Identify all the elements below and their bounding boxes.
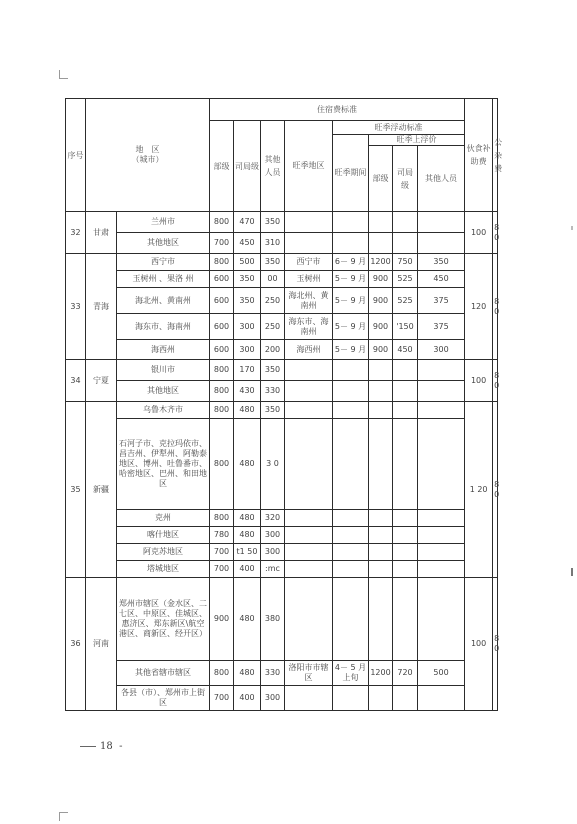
- peak-bureau-rate: 750: [393, 254, 418, 271]
- peak-region: [285, 233, 333, 254]
- peak-other-rate: [418, 527, 465, 544]
- peak-period: 5－ 9 月: [333, 288, 369, 314]
- peak-region: [285, 212, 333, 233]
- transport-allowance: 80: [493, 578, 498, 711]
- other-rate: 380: [261, 578, 285, 661]
- table-row: [66, 233, 498, 254]
- bureau-rate: 400: [234, 561, 261, 578]
- peak-other-rate: 450: [418, 271, 465, 288]
- peak-period: [333, 212, 369, 233]
- peak-other-rate: 350: [418, 254, 465, 271]
- peak-other-rate: [418, 561, 465, 578]
- peak-bureau-rate: 720: [393, 661, 418, 686]
- city-name: 乌鲁木齐市: [117, 402, 210, 419]
- other-rate: 350: [261, 360, 285, 381]
- other-header: 其他人员: [261, 121, 285, 212]
- peak-other-rate: [418, 360, 465, 381]
- peak-other-rate: 375: [418, 314, 465, 340]
- peak-minister-rate: [369, 510, 393, 527]
- bureau-rate: 400: [234, 686, 261, 711]
- other-rate: 330: [261, 661, 285, 686]
- meal-allowance: 1 20: [465, 402, 493, 578]
- peak-period: 5－ 9 月: [333, 271, 369, 288]
- minister-rate: 600: [210, 314, 234, 340]
- city-name: 塔城地区: [117, 561, 210, 578]
- peak-minister-rate: [369, 233, 393, 254]
- table-row: [66, 578, 498, 661]
- city-name: 银川市: [117, 360, 210, 381]
- peak-minister-header: 部级: [369, 146, 393, 212]
- city-name: 阿克苏地区: [117, 544, 210, 561]
- table-row: [66, 314, 498, 340]
- table-row: [66, 288, 498, 314]
- bureau-rate: 300: [234, 314, 261, 340]
- peak-other-rate: [418, 510, 465, 527]
- peak-bureau-rate: 525: [393, 271, 418, 288]
- page-number-footer: [80, 741, 122, 752]
- peak-bureau-rate: [393, 402, 418, 419]
- bureau-rate: 350: [234, 271, 261, 288]
- peak-region: 海北州、黄南州: [285, 288, 333, 314]
- peak-period: 6－ 9 月: [333, 254, 369, 271]
- seq-header: 序号: [66, 99, 86, 212]
- peak-period: [333, 402, 369, 419]
- table-row: [66, 686, 498, 711]
- other-rate: :mc: [261, 561, 285, 578]
- province-name: 新疆: [86, 402, 117, 578]
- peak-bureau-rate: [393, 561, 418, 578]
- peak-upper-header: 旺季上浮价: [369, 135, 465, 146]
- minister-rate: 800: [210, 419, 234, 510]
- peak-period: [333, 360, 369, 381]
- table-row: [66, 527, 498, 544]
- peak-minister-rate: 1200: [369, 254, 393, 271]
- peak-period: [333, 686, 369, 711]
- peak-period: [333, 381, 369, 402]
- edge-mark-lower: [571, 568, 573, 576]
- province-name: 宁夏: [86, 360, 117, 402]
- other-rate: 3 0: [261, 419, 285, 510]
- peak-bureau-rate: [393, 360, 418, 381]
- peak-period: [333, 561, 369, 578]
- meal-allowance: 120: [465, 254, 493, 360]
- bureau-rate: 480: [234, 578, 261, 661]
- peak-bureau-rate: 525: [393, 288, 418, 314]
- peak-region: [285, 419, 333, 510]
- peak-bureau-rate: [393, 233, 418, 254]
- bureau-header: 司局级: [234, 121, 261, 212]
- region-header: [86, 99, 210, 212]
- peak-region: 玉树州: [285, 271, 333, 288]
- bureau-rate: 500: [234, 254, 261, 271]
- peak-bureau-rate: 450: [393, 340, 418, 360]
- other-rate: 300: [261, 527, 285, 544]
- page-number: 18: [100, 741, 113, 752]
- bureau-rate: 480: [234, 510, 261, 527]
- peak-region: [285, 561, 333, 578]
- minister-rate: 800: [210, 661, 234, 686]
- peak-float-header: 旺季浮动标准: [333, 121, 465, 135]
- bureau-rate: 430: [234, 381, 261, 402]
- minister-rate: 800: [210, 212, 234, 233]
- peak-bureau-rate: [393, 510, 418, 527]
- peak-minister-rate: 900: [369, 314, 393, 340]
- minister-rate: 800: [210, 381, 234, 402]
- city-name: 其他地区: [117, 233, 210, 254]
- peak-region: 洛阳市市辖区: [285, 661, 333, 686]
- table-row: [66, 661, 498, 686]
- province-name: 青海: [86, 254, 117, 360]
- peak-minister-rate: [369, 544, 393, 561]
- bureau-rate: 480: [234, 402, 261, 419]
- other-rate: 250: [261, 314, 285, 340]
- minister-rate: 700: [210, 561, 234, 578]
- bureau-rate: 480: [234, 661, 261, 686]
- minister-rate: 600: [210, 340, 234, 360]
- table-row: [66, 271, 498, 288]
- transport-allowance: 80: [493, 402, 498, 578]
- city-name: 各县（市）、郑州市上街区: [117, 686, 210, 711]
- peak-other-rate: 500: [418, 661, 465, 686]
- peak-period: 5－ 9 月: [333, 340, 369, 360]
- peak-period: [333, 578, 369, 661]
- transport-header: 公杂费: [493, 99, 498, 212]
- peak-other-rate: [418, 686, 465, 711]
- other-rate: 350: [261, 402, 285, 419]
- minister-rate: 700: [210, 233, 234, 254]
- city-name: 其他地区: [117, 381, 210, 402]
- minister-rate: 600: [210, 271, 234, 288]
- region-header-label: 地 区: [135, 145, 160, 154]
- peak-minister-rate: [369, 360, 393, 381]
- table-row: [66, 544, 498, 561]
- peak-bureau-rate: '150: [393, 314, 418, 340]
- peak-minister-rate: [369, 381, 393, 402]
- minister-header: 部级: [210, 121, 234, 212]
- city-name: 玉树州 、果洛 州: [117, 271, 210, 288]
- crop-mark-bottom-left: [59, 812, 68, 821]
- transport-allowance: 80: [493, 254, 498, 360]
- province-seq: 33: [66, 254, 86, 360]
- city-name: 石河子市、克拉玛依市、昌吉州、伊犁州、阿勒泰地区、博州、吐鲁番市、哈密地区、巴州、和田地区: [117, 419, 210, 510]
- bureau-rate: 480: [234, 527, 261, 544]
- peak-other-rate: [418, 381, 465, 402]
- peak-bureau-rate: [393, 381, 418, 402]
- minister-rate: 800: [210, 510, 234, 527]
- city-name: 喀什地区: [117, 527, 210, 544]
- other-rate: 250: [261, 288, 285, 314]
- table-row: [66, 254, 498, 271]
- other-rate: 330: [261, 381, 285, 402]
- minister-rate: 700: [210, 686, 234, 711]
- bureau-rate: 300: [234, 340, 261, 360]
- peak-region: [285, 686, 333, 711]
- peak-period: 4－ 5 月上旬: [333, 661, 369, 686]
- peak-other-rate: [418, 544, 465, 561]
- peak-bureau-rate: [393, 212, 418, 233]
- other-rate: 300: [261, 544, 285, 561]
- city-name: 郑州市辖区（金水区、二七区、中原区、佳城区、惠济区、郑东新区\航空港区、商新区、经开区）: [117, 578, 210, 661]
- table-row: [66, 381, 498, 402]
- other-rate: 350: [261, 254, 285, 271]
- peak-minister-rate: [369, 686, 393, 711]
- minister-rate: 800: [210, 402, 234, 419]
- city-name: 其他省辖市辖区: [117, 661, 210, 686]
- other-rate: 300: [261, 686, 285, 711]
- peak-period-header: 旺季期间: [333, 135, 369, 212]
- other-rate: 200: [261, 340, 285, 360]
- minister-rate: 800: [210, 360, 234, 381]
- peak-region: [285, 578, 333, 661]
- bureau-rate: 470: [234, 212, 261, 233]
- peak-region: [285, 381, 333, 402]
- peak-minister-rate: [369, 402, 393, 419]
- peak-other-rate: [418, 212, 465, 233]
- peak-other-rate: 375: [418, 288, 465, 314]
- peak-period: [333, 544, 369, 561]
- edge-mark-upper: [571, 226, 573, 230]
- table-row: [66, 212, 498, 233]
- page-suffix: -: [119, 741, 123, 752]
- bureau-rate: 170: [234, 360, 261, 381]
- table-row: [66, 340, 498, 360]
- peak-bureau-rate: [393, 578, 418, 661]
- peak-other-rate: [418, 233, 465, 254]
- city-name: 兰州市: [117, 212, 210, 233]
- peak-other-rate: [418, 578, 465, 661]
- meal-allowance: 100: [465, 578, 493, 711]
- province-seq: 32: [66, 212, 86, 254]
- province-seq: 35: [66, 402, 86, 578]
- peak-period: [333, 510, 369, 527]
- peak-period: [333, 233, 369, 254]
- province-seq: 34: [66, 360, 86, 402]
- table-row: [66, 402, 498, 419]
- city-name: 海西州: [117, 340, 210, 360]
- footer-rule: [80, 746, 96, 747]
- bureau-rate: t1 50: [234, 544, 261, 561]
- city-name: 克州: [117, 510, 210, 527]
- peak-region: [285, 527, 333, 544]
- peak-minister-rate: [369, 561, 393, 578]
- peak-bureau-rate: [393, 527, 418, 544]
- peak-region: 海东市、海南州: [285, 314, 333, 340]
- peak-minister-rate: 900: [369, 340, 393, 360]
- province-name: 河南: [86, 578, 117, 711]
- peak-region: [285, 544, 333, 561]
- province-name: 甘肃: [86, 212, 117, 254]
- peak-bureau-rate: [393, 544, 418, 561]
- table-row: [66, 360, 498, 381]
- table-row: [66, 419, 498, 510]
- city-name: 海北州、黄南州: [117, 288, 210, 314]
- peak-period: [333, 419, 369, 510]
- bureau-rate: 350: [234, 288, 261, 314]
- peak-minister-rate: [369, 578, 393, 661]
- city-name: 海东市、海南州: [117, 314, 210, 340]
- peak-period: 5－ 9 月: [333, 314, 369, 340]
- bureau-rate: 450: [234, 233, 261, 254]
- region-header-sub: （城市）: [131, 155, 164, 164]
- meal-allowance: 100: [465, 212, 493, 254]
- minister-rate: 900: [210, 578, 234, 661]
- peak-period: [333, 527, 369, 544]
- peak-minister-rate: 1200: [369, 661, 393, 686]
- peak-bureau-rate: [393, 686, 418, 711]
- lodging-header: 住宿费标准: [210, 99, 465, 121]
- table-row: [66, 510, 498, 527]
- peak-region: [285, 402, 333, 419]
- peak-minister-rate: 900: [369, 271, 393, 288]
- meal-header: 伙食补助费: [465, 99, 493, 212]
- city-name: 西宁市: [117, 254, 210, 271]
- peak-bureau-rate: [393, 419, 418, 510]
- peak-other-header: 其他人员: [418, 146, 465, 212]
- peak-other-rate: [418, 402, 465, 419]
- peak-other-rate: [418, 419, 465, 510]
- header-row-1: [66, 99, 498, 121]
- peak-region: [285, 360, 333, 381]
- peak-other-rate: 300: [418, 340, 465, 360]
- province-seq: 36: [66, 578, 86, 711]
- transport-allowance: 80: [493, 360, 498, 402]
- peak-minister-rate: [369, 212, 393, 233]
- other-rate: 350: [261, 212, 285, 233]
- minister-rate: 600: [210, 288, 234, 314]
- transport-allowance: 80: [493, 212, 498, 254]
- table-row: [66, 561, 498, 578]
- peak-region: 西宁市: [285, 254, 333, 271]
- minister-rate: 780: [210, 527, 234, 544]
- lodging-standards-table: [65, 98, 503, 711]
- bureau-rate: 480: [234, 419, 261, 510]
- other-rate: 00: [261, 271, 285, 288]
- peak-minister-rate: [369, 419, 393, 510]
- peak-minister-rate: 900: [369, 288, 393, 314]
- peak-minister-rate: [369, 527, 393, 544]
- peak-bureau-header: 司局级: [393, 146, 418, 212]
- minister-rate: 700: [210, 544, 234, 561]
- other-rate: 320: [261, 510, 285, 527]
- peak-region: 海西州: [285, 340, 333, 360]
- meal-allowance: 100: [465, 360, 493, 402]
- other-rate: 310: [261, 233, 285, 254]
- peak-region: [285, 510, 333, 527]
- minister-rate: 800: [210, 254, 234, 271]
- crop-mark-top-left: [59, 70, 68, 79]
- peak-region-header: 旺季地区: [285, 121, 333, 212]
